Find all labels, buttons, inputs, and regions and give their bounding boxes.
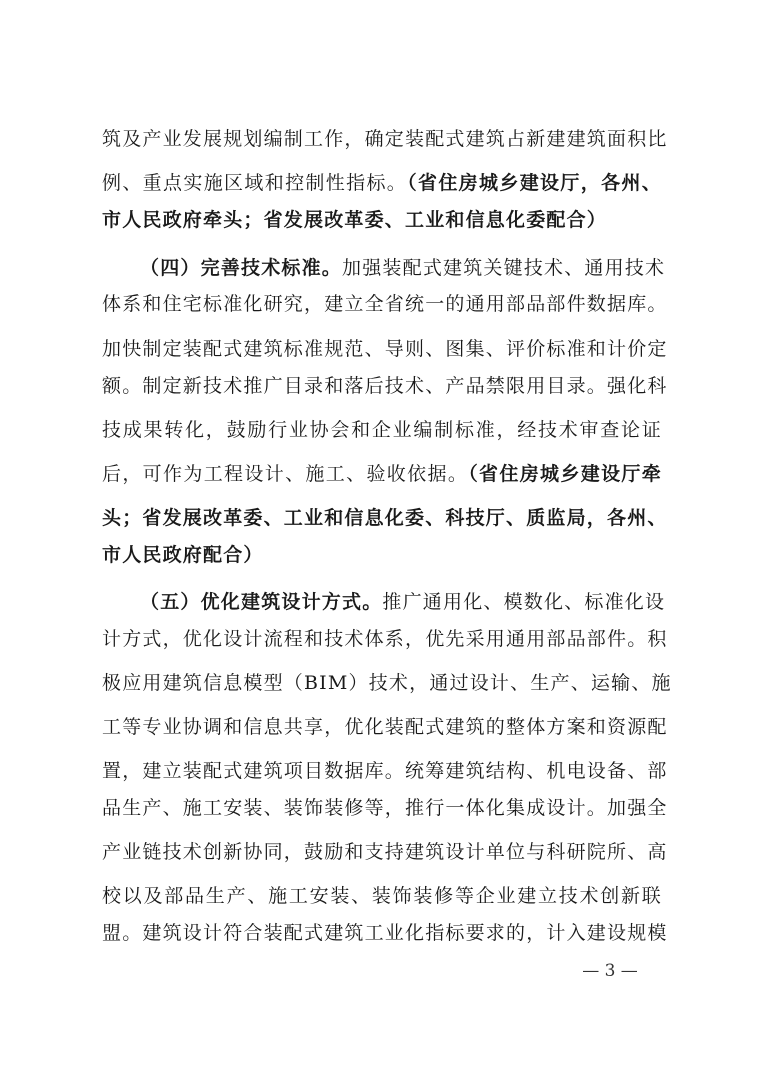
body-text-line xyxy=(102,540,662,570)
text-run: 极应用建筑信息模型（BIM）技术，通过设计、生产、运输、施 xyxy=(102,672,672,694)
section-heading-line xyxy=(140,253,666,283)
body-text-line xyxy=(102,371,668,401)
text-run: 计方式，优化设计流程和技术体系，优先采用通用部品部件。积 xyxy=(102,628,668,650)
body-text-line xyxy=(102,459,662,489)
text-run: 筑及产业发展规划编制工作，确定装配式建筑占新建建筑面积比 xyxy=(102,128,668,150)
text-run: 技成果转化，鼓励行业协会和企业编制标准，经技术审查论证 xyxy=(102,419,662,441)
section-heading-line xyxy=(140,587,666,617)
body-text-line xyxy=(102,712,668,742)
body-text-line xyxy=(102,289,668,319)
text-run: 例、重点实施区域和控制性指标。 xyxy=(102,172,408,194)
responsibility-note: 市人民政府配合） xyxy=(102,544,264,566)
responsibility-note: 市人民政府牵头；省发展改革委、工业和信息化委配合） xyxy=(102,209,608,231)
text-run: 后，可作为工程设计、施工、验收依据。 xyxy=(102,463,469,485)
section-heading: （四）完善技术标准。 xyxy=(140,257,343,279)
body-text-line xyxy=(102,918,668,948)
body-text-line xyxy=(102,624,668,654)
text-run: 品生产、施工安装、装饰装修等，推行一体化集成设计。加强全 xyxy=(102,797,668,819)
responsibility-note: 头；省发展改革委、工业和信息化委、科技厅、质监局，各州、 xyxy=(102,507,668,529)
body-text-line xyxy=(102,668,672,698)
text-run: 置，建立装配式建筑项目数据库。统筹建筑结构、机电设备、部 xyxy=(102,760,668,782)
text-run: 加快制定装配式建筑标准规范、导则、图集、评价标准和计价定 xyxy=(102,338,668,360)
body-text-line xyxy=(102,205,662,235)
body-text-line xyxy=(102,881,662,911)
responsibility-note: （省住房城乡建设厅，各州、 xyxy=(407,172,662,194)
body-text-line xyxy=(102,334,668,364)
text-run: 盟。建筑设计符合装配式建筑工业化指标要求的，计入建设规模 xyxy=(102,922,668,944)
text-run: 校以及部品生产、施工安装、装饰装修等企业建立技术创新联 xyxy=(102,885,662,907)
text-run: 额。制定新技术推广目录和落后技术、产品禁限用目录。强化科 xyxy=(102,375,668,397)
section-heading: （五）优化建筑设计方式。 xyxy=(140,591,383,613)
page-number: — 3 — xyxy=(582,961,638,981)
body-text-line xyxy=(102,415,662,445)
text-run: 体系和住宅标准化研究，建立全省统一的通用部品部件数据库。 xyxy=(102,293,668,315)
body-text-line xyxy=(102,837,668,867)
text-run: 产业链技术创新协同，鼓励和支持建筑设计单位与科研院所、高 xyxy=(102,841,668,863)
text-run: 推广通用化、模数化、标准化设 xyxy=(382,591,666,613)
responsibility-note: （省住房城乡建设厅牵 xyxy=(468,463,662,485)
body-text-line xyxy=(102,503,668,533)
text-run: 加强装配式建筑关键技术、通用技术 xyxy=(342,257,666,279)
body-text-line xyxy=(102,756,668,786)
body-text-line xyxy=(102,168,662,198)
body-text-line xyxy=(102,124,668,154)
body-text-line xyxy=(102,793,668,823)
text-run: 工等专业协调和信息共享，优化装配式建筑的整体方案和资源配 xyxy=(102,716,668,738)
